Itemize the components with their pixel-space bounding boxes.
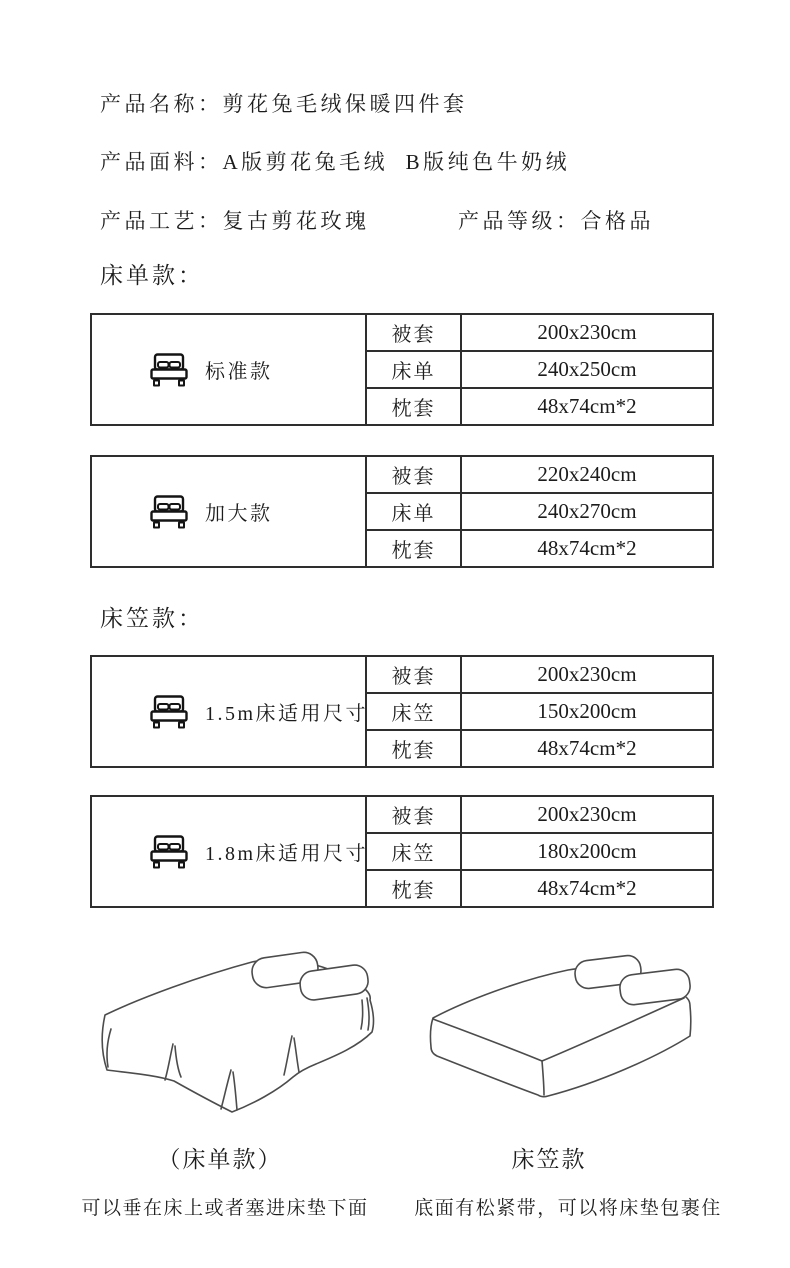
spec-table-1.8m [90,795,714,908]
size-value: 150x200cm [461,693,713,730]
size-value: 200x230cm [461,314,713,351]
product-name-line: 产品名称：剪花兔毛绒保暖四件套 [100,92,468,116]
item-label: 枕套 [366,530,461,567]
variant-label: 标准款 [205,361,273,383]
spec-table-1.5m [90,655,714,768]
size-value: 200x230cm [461,796,713,833]
variant-label: 1.8m床适用尺寸 [205,843,369,865]
bed-icon [147,833,191,871]
item-label: 床笠 [366,693,461,730]
fitted-sheet-mattress-drawing [420,940,740,1125]
draped-sheet-bed-drawing [70,940,410,1130]
section-title-sheet: 床单款： [100,263,204,288]
spec-table-standard [90,313,714,426]
size-value: 48x74cm*2 [461,530,713,567]
section-title-fitted: 床笠款： [100,606,204,631]
size-value: 200x230cm [461,656,713,693]
bed-icon [147,493,191,531]
caption-sheet-style: （床单款） [157,1147,283,1172]
size-value: 48x74cm*2 [461,388,713,425]
variant-cell [91,656,369,767]
variant-cell [91,796,369,907]
caption-fitted-style: 床笠款 [511,1147,587,1172]
item-label: 床笠 [366,833,461,870]
size-value: 240x250cm [461,351,713,388]
item-label: 床单 [366,493,461,530]
product-grade-line: 产品等级：合格品 [458,209,654,233]
item-label: 被套 [366,456,461,493]
size-value: 48x74cm*2 [461,870,713,907]
variant-label: 加大款 [205,503,273,525]
variant-label: 1.5m床适用尺寸 [205,703,369,725]
size-value: 48x74cm*2 [461,730,713,767]
size-value: 180x200cm [461,833,713,870]
spec-table-large [90,455,714,568]
size-value: 220x240cm [461,456,713,493]
product-craft-line: 产品工艺：复古剪花玫瑰 [100,209,370,233]
item-label: 枕套 [366,870,461,907]
product-fabric-line: 产品面料：A版剪花兔毛绒 B版纯色牛奶绒 [100,150,571,174]
bed-icon [147,351,191,389]
note-sheet-style: 可以垂在床上或者塞进床垫下面 [81,1198,369,1219]
variant-cell [91,314,366,425]
variant-cell [91,456,366,567]
note-fitted-style: 底面有松紧带，可以将床垫包裹住 [414,1198,722,1219]
item-label: 被套 [366,656,461,693]
bed-icon [147,693,191,731]
item-label: 枕套 [366,388,461,425]
item-label: 被套 [366,314,461,351]
item-label: 枕套 [366,730,461,767]
item-label: 被套 [366,796,461,833]
size-value: 240x270cm [461,493,713,530]
item-label: 床单 [366,351,461,388]
